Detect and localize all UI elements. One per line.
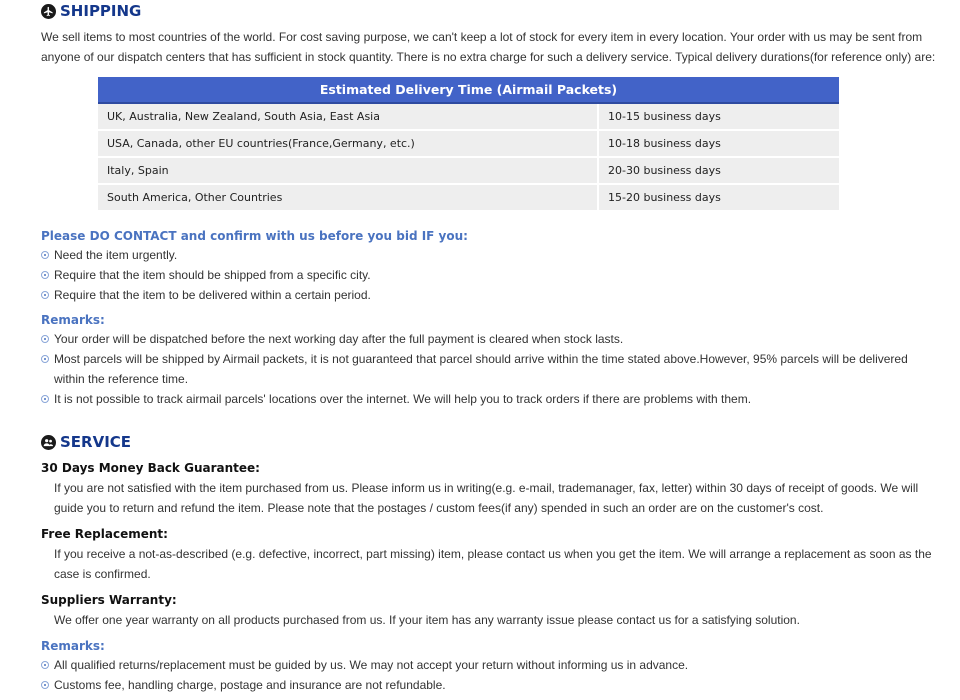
list-item: Require that the item to be delivered within a certain period. — [41, 285, 936, 305]
table-row — [98, 184, 839, 211]
list-item: Most parcels will be shipped by Airmail packets, it is not guaranteed that parcel should arrive within the time stated above.However, 95% parcels will be delivered within the reference time. — [41, 349, 936, 389]
list-item: It is not possible to track airmail parcels' locations over the internet. We will help you to track orders if there are problems with them. — [41, 389, 936, 409]
delivery-time-table — [98, 77, 839, 212]
bullet-icon — [41, 291, 49, 299]
airplane-icon — [41, 4, 56, 19]
region-cell: USA, Canada, other EU countries(France,Germany, etc.) — [98, 130, 598, 157]
region-cell: Italy, Spain — [98, 157, 598, 184]
time-cell: 10-15 business days — [598, 103, 839, 130]
bullet-icon — [41, 661, 49, 669]
bullet-icon — [41, 355, 49, 363]
time-cell: 15-20 business days — [598, 184, 839, 211]
service-remarks-heading: Remarks: — [41, 639, 105, 653]
list-item: All qualified returns/replacement must be guided by us. We may not accept your return without informing us in advance. — [41, 655, 936, 675]
people-icon — [41, 435, 56, 450]
bullet-icon — [41, 335, 49, 343]
bullet-icon — [41, 681, 49, 689]
bullet-icon — [41, 395, 49, 403]
service-remarks-list — [41, 655, 936, 695]
shipping-intro: We sell items to most countries of the world. For cost saving purpose, we can't keep a lot of stock for every item in every location. Your order with us may be sent from anyone of our dispatch centers that has sufficient in stock quantity. There is no extra charge for such a delivery service. Typical delivery durations(for reference only) are: — [41, 30, 936, 64]
replacement-text: If you receive a not-as-described (e.g. defective, incorrect, part missing) item, please contact us when you get the item. We will arrange a replacement as soon as the case is confirmed. — [54, 547, 932, 581]
table-row — [98, 157, 839, 184]
shipping-remarks-heading: Remarks: — [41, 313, 105, 327]
replacement-heading: Free Replacement: — [41, 527, 168, 541]
shipping-heading — [41, 1, 141, 21]
region-cell: South America, Other Countries — [98, 184, 598, 211]
list-item: Your order will be dispatched before the next working day after the full payment is cleared when stock lasts. — [41, 329, 936, 349]
service-heading — [41, 432, 131, 452]
money-back-text: If you are not satisfied with the item purchased from us. Please inform us in writing(e.g. e-mail, trademanager, fax, letter) within 30 days of receipt of goods. We will guide you to return and refund the item. Please note that the postages / custom fees(if any) spended in such an order are on the customer's cost. — [54, 481, 919, 515]
table-row — [98, 130, 839, 157]
time-cell: 10-18 business days — [598, 130, 839, 157]
table-header: Estimated Delivery Time (Airmail Packets) — [98, 77, 839, 103]
contact-heading: Please DO CONTACT and confirm with us before you bid IF you: — [41, 229, 468, 243]
time-cell: 20-30 business days — [598, 157, 839, 184]
warranty-text: We offer one year warranty on all products purchased from us. If your item has any warranty issue please contact us for a satisfying solution. — [54, 613, 800, 627]
region-cell: UK, Australia, New Zealand, South Asia, East Asia — [98, 103, 598, 130]
list-item: Customs fee, handling charge, postage and insurance are not refundable. — [41, 675, 936, 695]
table-row — [98, 103, 839, 130]
warranty-heading: Suppliers Warranty: — [41, 593, 177, 607]
bullet-icon — [41, 251, 49, 259]
list-item: Need the item urgently. — [41, 245, 936, 265]
shipping-title: SHIPPING — [60, 2, 142, 20]
money-back-heading: 30 Days Money Back Guarantee: — [41, 461, 260, 475]
bullet-icon — [41, 271, 49, 279]
list-item: Require that the item should be shipped from a specific city. — [41, 265, 936, 285]
service-title: SERVICE — [60, 433, 132, 451]
shipping-remarks-list — [41, 329, 936, 409]
contact-list — [41, 245, 936, 305]
